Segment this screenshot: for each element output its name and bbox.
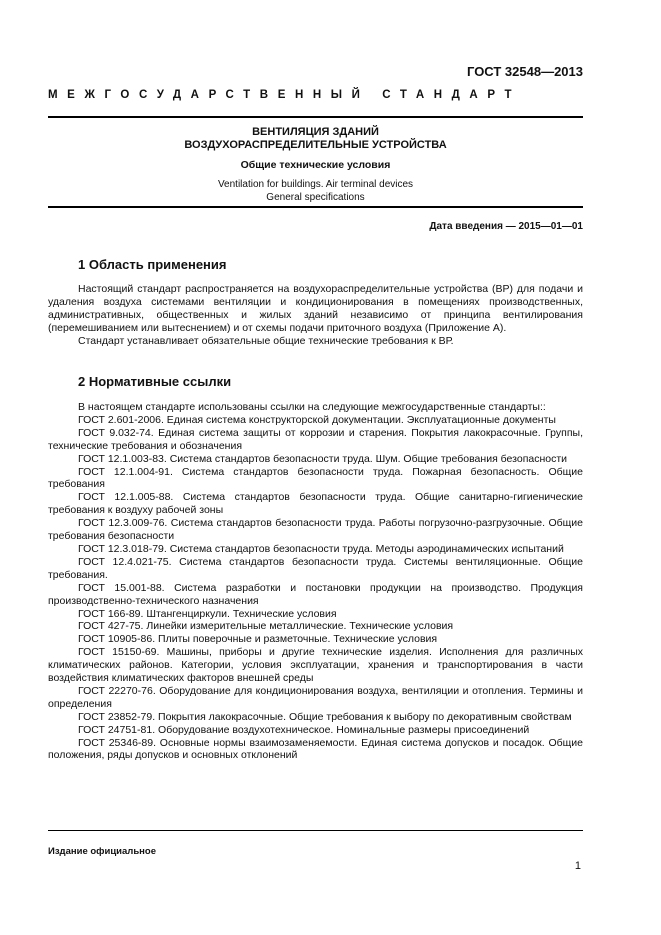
title-english-line-2: General specifications <box>266 191 365 203</box>
reference-item: ГОСТ 15150-69. Машины, приборы и другие технические изделия. Исполнения для различных климатических районов. Категории, условия эксплуатации, хранения и транспортирования в части воздействия климатических факторов внешней среды <box>48 646 583 685</box>
reference-item: ГОСТ 23852-79. Покрытия лакокрасочные. Общие требования к выбору по декоративным свойствам <box>78 710 572 723</box>
reference-item: ГОСТ 10905-86. Плиты поверочные и разметочные. Технические условия <box>78 633 438 646</box>
section-1-body <box>48 283 583 348</box>
reference-item: ГОСТ 12.1.004-91. Система стандартов безопасности труда. Пожарная безопасность. Общие требования <box>48 465 583 491</box>
page-number: 1 <box>574 860 581 872</box>
title-english-line-1: Ventilation for buildings. Air terminal devices <box>217 179 414 190</box>
reference-item: ГОСТ 25346-89. Основные нормы взаимозаменяемости. Единая система допусков и посадок. Общие положения, ряды допусков и основных отклонений <box>48 736 583 762</box>
references-list <box>48 401 583 762</box>
reference-item: ГОСТ 12.3.018-79. Система стандартов безопасности труда. Методы аэродинамических испытаний <box>78 542 564 555</box>
reference-item: ГОСТ 166-89. Штангенциркули. Технические условия <box>78 607 337 620</box>
official-edition-label: Издание официальное <box>48 846 156 857</box>
title-subtitle: Общие технические условия <box>240 159 391 171</box>
reference-item: ГОСТ 22270-76. Оборудование для кондиционирования воздуха, вентиляции и отопления. Термины и определения <box>48 684 583 710</box>
section-1-paragraph: Настоящий стандарт распространяется на воздухораспределительные устройства (ВР) для подачи и удаления воздуха системами вентиляции и кондиционирования в помещениях производственных, административных, общественных и жилых зданий независимо от принципа вентилирования (перемешиванием или вытеснением) и от схемы подачи приточного воздуха (Приложение А). <box>48 283 583 334</box>
section-1-heading: 1 Область применения <box>78 257 227 272</box>
section-1-paragraph: Стандарт устанавливает обязательные общие технические требования к ВР. <box>78 334 454 347</box>
reference-item: ГОСТ 12.1.003-83. Система стандартов безопасности труда. Шум. Общие требования безопасности <box>78 452 568 465</box>
reference-item: ГОСТ 15.001-88. Система разработки и постановки продукции на производство. Продукция производственно-технического назначения <box>48 581 583 607</box>
document-kind: МЕЖГОСУДАРСТВЕННЫЙ СТАНДАРТ <box>48 89 522 101</box>
header-divider <box>48 116 583 118</box>
references-intro: В настоящем стандарте использованы ссылки на следующие межгосударственные стандарты:: <box>78 401 546 413</box>
footer-divider <box>48 830 583 831</box>
section-2-heading: 2 Нормативные ссылки <box>78 374 232 389</box>
title-line-1: ВЕНТИЛЯЦИЯ ЗДАНИЙ <box>252 126 379 138</box>
reference-item: ГОСТ 427-75. Линейки измерительные металлические. Технические условия <box>78 620 454 633</box>
reference-item: ГОСТ 9.032-74. Единая система защиты от коррозии и старения. Покрытия лакокрасочные. Группы, технические требования и обозначения <box>48 426 583 452</box>
reference-item: ГОСТ 12.1.005-88. Система стандартов безопасности труда. Общие санитарно-гигиенические требования к воздуху рабочей зоны <box>48 491 583 517</box>
title-block <box>48 126 583 204</box>
document-number: ГОСТ 32548—2013 <box>467 64 583 79</box>
reference-item: ГОСТ 24751-81. Оборудование воздухотехническое. Номинальные размеры присоединений <box>78 723 530 736</box>
reference-item: ГОСТ 12.4.021-75. Система стандартов безопасности труда. Системы вентиляционные. Общие требования. <box>48 555 583 581</box>
title-line-2: ВОЗДУХОРАСПРЕДЕЛИТЕЛЬНЫЕ УСТРОЙСТВА <box>184 139 447 151</box>
title-divider <box>48 206 583 208</box>
reference-item: ГОСТ 2.601-2006. Единая система конструкторской документации. Эксплуатационные документы <box>78 413 556 426</box>
introduction-date: Дата введения — 2015—01—01 <box>429 221 583 232</box>
reference-item: ГОСТ 12.3.009-76. Система стандартов безопасности труда. Работы погрузочно-разгрузочные. Общие требования безопасности <box>48 517 583 543</box>
